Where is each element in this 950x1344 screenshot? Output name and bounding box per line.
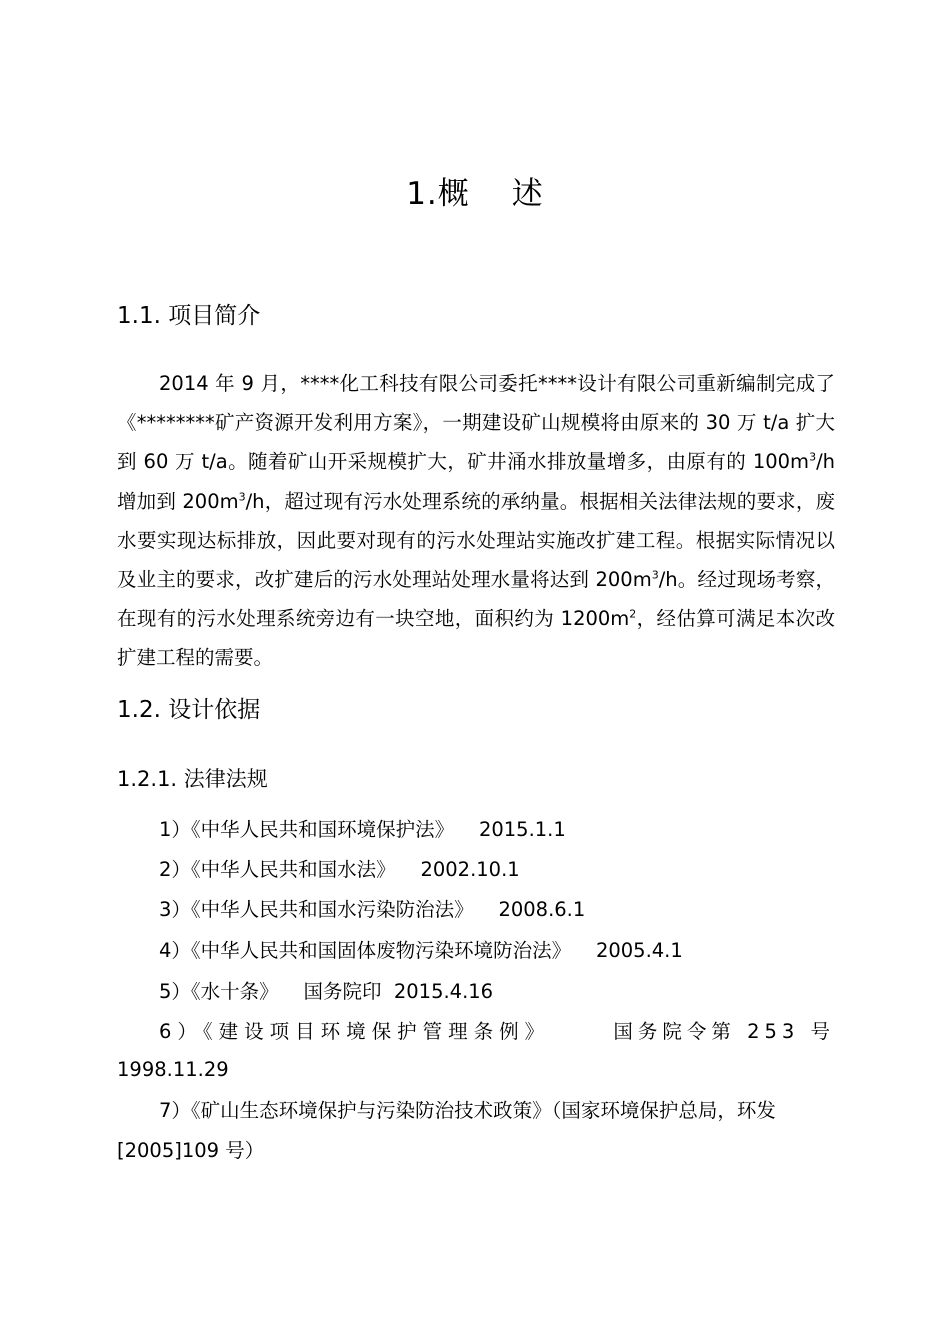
law-list-item-6 <box>159 1017 835 1047</box>
law-6-issuer: 国务院令第 253 号 <box>613 1020 835 1043</box>
section-heading-project-intro: 1.1. 项目简介 <box>117 303 261 329</box>
section-heading-design-basis: 1.2. 设计依据 <box>117 697 261 723</box>
chapter-heading <box>0 172 950 216</box>
law-6-date: 1998.11.29 <box>117 1058 229 1081</box>
subsection-heading-laws: 1.2.1. 法律法规 <box>117 767 268 791</box>
law-6-title: 6）《建设项目环境保护管理条例》 <box>159 1020 551 1043</box>
law-list-item: 4）《中华人民共和国固体废物污染环境防治法》 2005.4.1 <box>159 939 683 962</box>
chapter-title-char-1: 概 <box>437 176 470 212</box>
law-list-item: 1）《中华人民共和国环境保护法》 2015.1.1 <box>159 818 566 841</box>
chapter-title-char-2: 述 <box>511 176 544 212</box>
law-list-item: 5）《水十条》 国务院印 2015.4.16 <box>159 980 494 1003</box>
law-list-item: 2）《中华人民共和国水法》 2002.10.1 <box>159 858 520 881</box>
law-list-item: 3）《中华人民共和国水污染防治法》 2008.6.1 <box>159 898 586 921</box>
project-intro-paragraph: 2014 年 9 月，****化工科技有限公司委托****设计有限公司重新编制完成了《********矿产资源开发利用方案》，一期建设矿山规模将由原来的 30 万 t/a 扩大到 60 万 t/a。随着矿山开采规模扩大，矿井涌水排放量增多，由原有的 $100m^3/h$ 增加到 $200m^3/h$，超过现有污水处理系统的承纳量。根据相关法律法规的要求，废水要实现达标排放，因此要对现有的污水处理站实施改扩建工程。根据实际情况以及业主的要求，改扩建后的污水处理站处理水量将达到 $200m^3/h$。经过现场考察，在现有的污水处理系统旁边有一块空地，面积约为 $1200m^2$，经估算可满足本次改扩建工程的需要。 <box>117 372 835 670</box>
law-list-item-7: 7）《矿山生态环境保护与污染防治技术政策》（国家环境保护总局，环发[2005]109 号） <box>117 1099 776 1162</box>
chapter-number: 1. <box>406 176 438 212</box>
